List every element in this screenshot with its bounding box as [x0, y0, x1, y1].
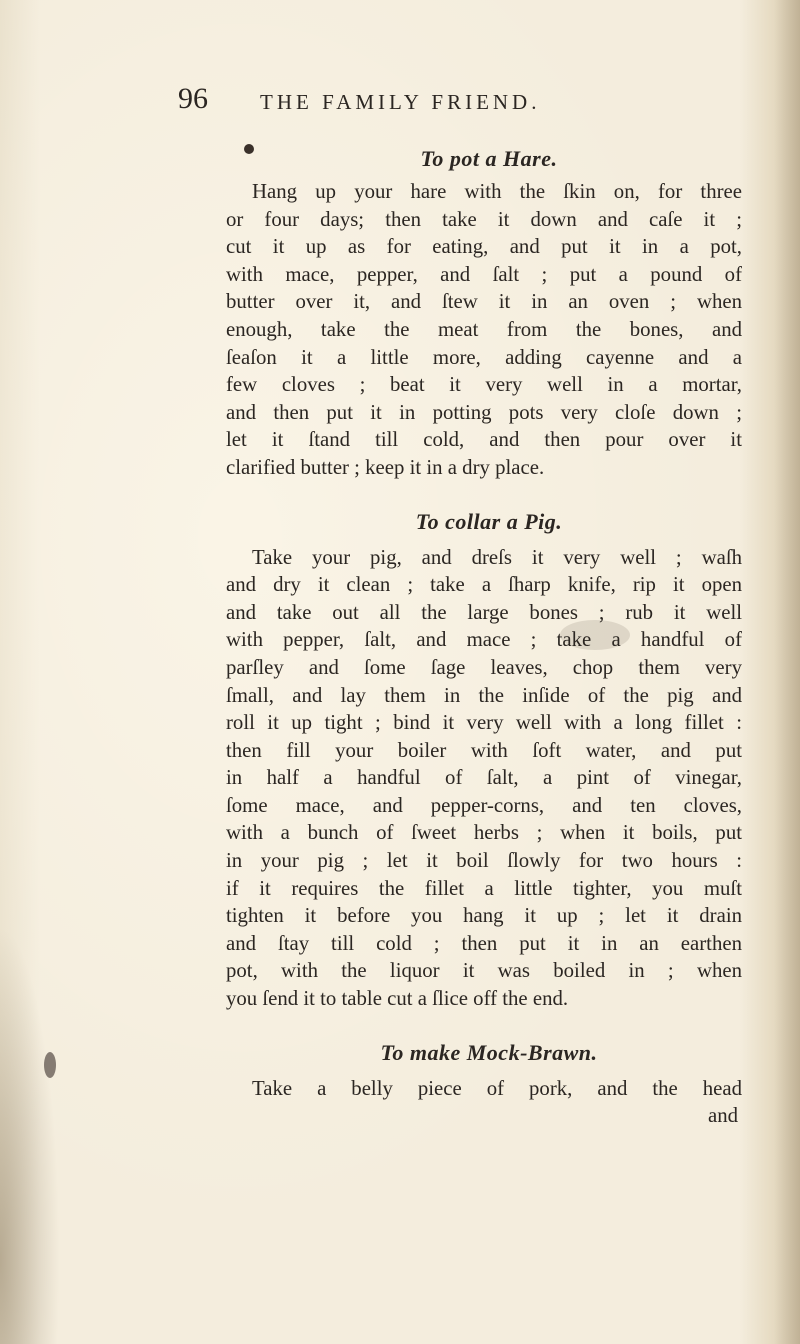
text-line: you ſend it to table cut a ſlice off the end. [226, 987, 569, 1011]
text-line: let it ſtand till cold, and then pour over it [226, 428, 742, 452]
page-number: 96 [178, 82, 208, 115]
text-line: with a bunch of ſweet herbs ; when it boils, put [226, 821, 742, 845]
text-line: clarified butter ; keep it in a dry place. [226, 455, 545, 479]
page-edge-shadow [774, 0, 800, 1344]
text-line: then fill your boiler with ſoft water, and put [226, 738, 742, 762]
text-line: pot, with the liquor it was boiled in ; when [226, 959, 742, 983]
catchword: and [707, 1104, 738, 1128]
text-line: if it requires the fillet a little tighter, you muſt [226, 876, 742, 900]
recipe-title-pot-hare: To pot a Hare. [420, 146, 558, 171]
recipe-body-collar-pig [226, 544, 742, 1013]
text-line: Hang up your hare with the ſkin on, for three [252, 180, 742, 203]
text-line: and then put it in potting pots very cloſe down ; [226, 400, 742, 424]
text-line: parſley and ſome ſage leaves, chop them very [226, 655, 742, 679]
text-line: butter over it, and ſtew it in an oven ; when [226, 290, 742, 314]
text-line: with mace, pepper, and ſalt ; put a pound of [226, 262, 742, 286]
text-line: few cloves ; beat it very well in a mortar, [226, 373, 742, 397]
text-line: ſmall, and lay them in the inſide of the pig and [226, 683, 742, 707]
recipe-body-mock-brawn [226, 1075, 742, 1103]
text-line: roll it up tight ; bind it very well with a long fillet : [226, 711, 742, 735]
text-line: and take out all the large bones ; rub it well [226, 600, 742, 624]
text-line: in half a handful of ſalt, a pint of vinegar, [226, 766, 742, 790]
text-line: ſome mace, and pepper-corns, and ten cloves, [226, 793, 742, 817]
text-line: Take your pig, and dreſs it very well ; waſh [252, 545, 742, 569]
text-line: in your pig ; let it boil ſlowly for two hours : [226, 849, 742, 873]
text-line: with pepper, ſalt, and mace ; take a handful of [226, 628, 742, 652]
page-stain [0, 924, 60, 1344]
running-title: THE FAMILY FRIEND. [260, 90, 541, 114]
text-line: and ſtay till cold ; then put it in an earthen [226, 931, 742, 955]
page-header [178, 82, 738, 128]
recipe-title-mock-brawn: To make Mock-Brawn. [380, 1039, 598, 1065]
ink-spot [44, 1052, 56, 1078]
recipe-body-pot-hare [226, 178, 742, 482]
page-body [226, 140, 742, 1130]
text-line: and dry it clean ; take a ſharp knife, rip it open [226, 573, 742, 597]
text-line: or four days; then take it down and caſe it ; [226, 207, 742, 231]
text-line: tighten it before you hang it up ; let it drain [226, 904, 742, 928]
recipe-title-collar-pig: To collar a Pig. [415, 508, 563, 534]
text-line: ſeaſon it a little more, adding cayenne and a [226, 345, 742, 369]
text-line: Take a belly piece of pork, and the head [252, 1076, 742, 1100]
text-line: enough, take the meat from the bones, and [226, 317, 742, 341]
text-line: cut it up as for eating, and put it in a pot, [226, 235, 742, 259]
